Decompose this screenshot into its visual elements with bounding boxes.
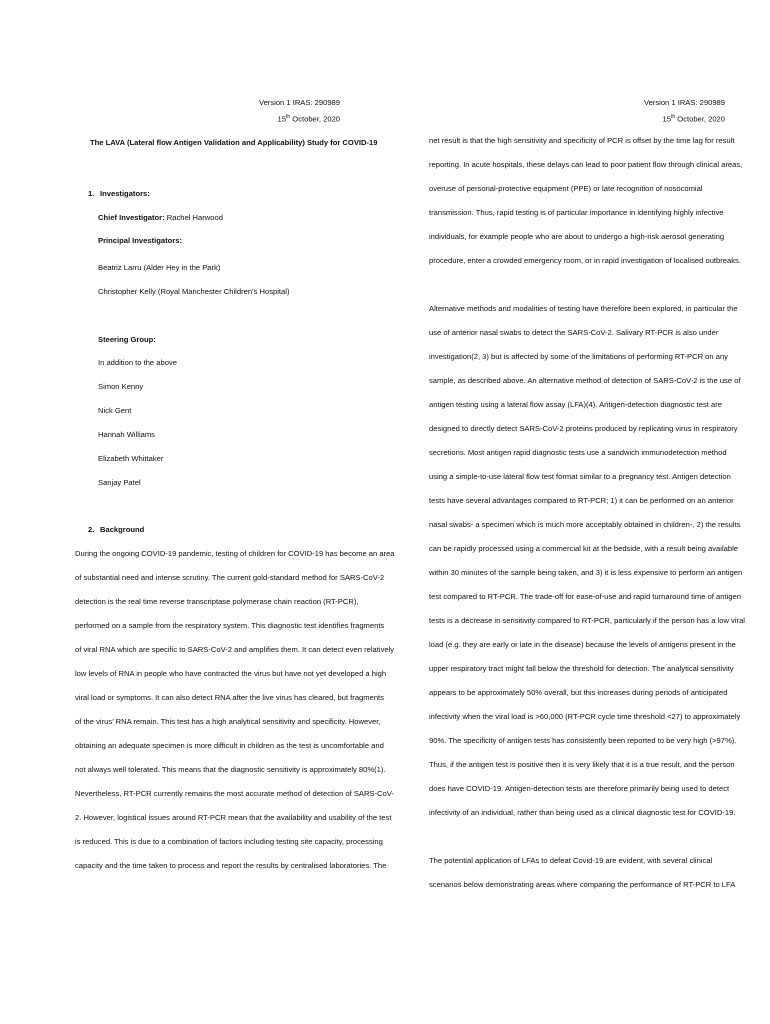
- principal-investigator-name: Beatriz Larru (Alder Hey in the Park): [98, 263, 221, 272]
- document-title: The LAVA (Lateral flow Antigen Validation and Applicability) Study for COVID-19: [90, 138, 378, 147]
- body-line: capacity and the time taken to process and report the results by centralised laboratories. The: [75, 861, 387, 870]
- body-line: tests have several advantages compared to RT-PCR; 1) it can be performed on an anterior: [429, 496, 734, 505]
- body-line: upper respiratory tract might fall below the threshold for detection. The analytical sensitivity: [429, 664, 734, 673]
- right-page: [385, 0, 770, 1024]
- body-line: nasal swabs- a specimen which is much more acceptably obtained in children-, 2) the results: [429, 520, 741, 529]
- page-header: [259, 96, 340, 127]
- body-line: test compared to RT-PCR. The trade-off for ease-of-use and rapid turnaround time of antigen: [429, 592, 741, 601]
- body-line: use of anterior nasal swabs to detect the SARS-CoV-2. Salivary RT-PCR is also under: [429, 328, 719, 337]
- body-line: using a simple-to-use lateral flow test format similar to a pregnancy test. Antigen detection: [429, 472, 731, 481]
- steering-group-member: In addition to the above: [98, 358, 177, 367]
- body-line: designed to directly detect SARS-CoV-2 proteins produced by replicating virus in respiratory: [429, 424, 738, 433]
- section-heading-investigators: 1. Investigators:: [88, 189, 150, 198]
- body-line: 90%. The specificity of antigen tests has consistently been reported to be very high (>97%).: [429, 736, 737, 745]
- body-line: During the ongoing COVID-19 pandemic, testing of children for COVID-19 has become an area: [75, 549, 395, 558]
- body-line: Alternative methods and modalities of testing have therefore been explored, in particular the: [429, 304, 738, 313]
- body-line: of the virus’ RNA remain. This test has a high analytical sensitivity and specificity. However,: [75, 717, 381, 726]
- body-line: infectivity when the viral load is >60,000 (RT-PCR cycle time threshold <27) to approximately: [429, 712, 741, 721]
- body-line: does have COVID-19. Antigen-detection tests are therefore primarily being used to detect: [429, 784, 730, 793]
- steering-group-member: Simon Kenny: [98, 382, 144, 391]
- header-version: Version 1 IRAS: 290989: [258, 98, 340, 107]
- header-version: Version 1 IRAS: 290989: [643, 98, 725, 107]
- principal-investigators-label: Principal Investigators:: [98, 236, 182, 245]
- body-line: within 30 minutes of the sample being taken, and 3) it is less expensive to perform an antigen: [429, 568, 743, 577]
- body-line: load (e.g. they are early or late in the disease) because the levels of antigens present in the: [429, 640, 736, 649]
- body-line: of substantial need and intense scrutiny. The current gold-standard method for SARS-CoV-2: [75, 573, 385, 582]
- header-date: 15th October, 2020: [277, 114, 340, 124]
- section-heading-background: 2. Background: [88, 525, 145, 534]
- steering-group-member: Sanjay Patel: [98, 478, 141, 487]
- steering-group-label: Steering Group:: [98, 335, 156, 344]
- principal-investigator-name: Christopher Kelly (Royal Manchester Children’s Hospital): [98, 287, 290, 296]
- body-line: is reduced. This is due to a combination of factors including testing site capacity, processing: [75, 837, 383, 846]
- body-line: Thus, if the antigen test is positive then it is very likely that it is a true result, and the person: [429, 760, 735, 769]
- body-line: infectivity of an individual, rather than being used as a clinical diagnostic test for COVID-19.: [429, 808, 736, 817]
- body-line: reporting. In acute hospitals, these delays can lead to poor patient flow through clinical areas,: [429, 160, 743, 169]
- body-line: viral load or symptoms. It can also detect RNA after the live virus has cleared, but fragments: [75, 693, 384, 702]
- page-header: [644, 96, 725, 127]
- body-line: net result is that the high sensitivity and specificity of PCR is offset by the time lag for result: [429, 136, 735, 145]
- body-line: detection is the real time reverse transcriptase polymerase chain reaction (RT-PCR),: [75, 597, 359, 606]
- steering-group-member: Hannah Williams: [98, 430, 155, 439]
- body-line: can be rapidly processed using a commercial kit at the bedside, with a result being available: [429, 544, 738, 553]
- body-line: overuse of personal-protective equipment (PPE) or late recognition of nosocomial: [429, 184, 703, 193]
- body-line: tests is a decrease in sensitivity compared to RT-PCR, particularly if the person has a low viral: [429, 616, 745, 625]
- body-line: Nevertheless, RT-PCR currently remains the most accurate method of detection of SARS-CoV-: [75, 789, 394, 798]
- body-line: scenarios below demonstrating areas where comparing the performance of RT-PCR to LFA: [429, 880, 736, 889]
- body-line: performed on a sample from the respiratory system. This diagnostic test identifies fragments: [75, 621, 385, 630]
- header-date: 15th October, 2020: [662, 114, 725, 124]
- steering-group-member: Elizabeth Whittaker: [98, 454, 164, 463]
- body-line: obtaining an adequate specimen is more difficult in children as the test is uncomfortable and: [75, 741, 384, 750]
- body-line: procedure, enter a crowded emergency room, or in rapid investigation of localised outbreaks.: [429, 256, 741, 265]
- body-line: transmission. Thus, rapid testing is of particular importance in identifying highly infective: [429, 208, 724, 217]
- body-line: sample, as described above. An alternative method of detection of SARS-CoV-2 is the use of: [429, 376, 741, 385]
- chief-investigator: Chief Investigator: Rachel Harwood: [98, 213, 223, 222]
- body-line: of viral RNA which are specific to SARS-CoV-2 and amplifies them. It can detect even relatively: [75, 645, 395, 654]
- body-line: appears to be approximately 50% overall, but this increases during periods of anticipated: [429, 688, 728, 697]
- body-line: antigen testing using a lateral flow assay (LFA)(4). Antigen-detection diagnostic test are: [429, 400, 722, 409]
- body-line: investigation(2, 3) but is affected by some of the limitations of performing RT-PCR on any: [429, 352, 728, 361]
- steering-group-member: Nick Gent: [98, 406, 132, 415]
- body-line: low levels of RNA in people who have contracted the virus but have not yet developed a high: [75, 669, 387, 678]
- body-line: individuals, for example people who are about to undergo a high-risk aerosol generating: [429, 232, 725, 241]
- body-line: not always well tolerated. This means that the diagnostic sensitivity is approximately 80%(1).: [75, 765, 386, 774]
- body-line: 2. However, logistical issues around RT-PCR mean that the availability and usability of the test: [75, 813, 392, 822]
- body-line: secretions. Most antigen rapid diagnostic tests use a sandwich immunodetection method: [429, 448, 727, 457]
- body-line: The potential application of LFAs to defeat Covid-19 are evident, with several clinical: [429, 856, 713, 865]
